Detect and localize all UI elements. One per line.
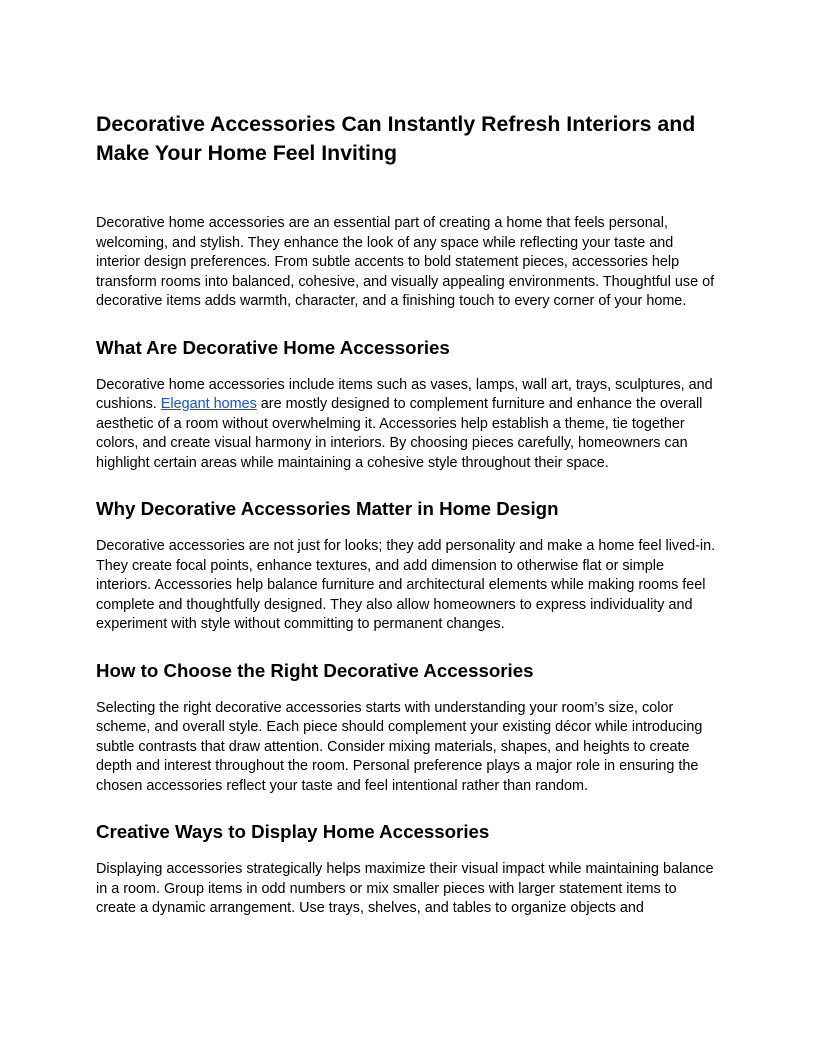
paragraph-text-before-link: Decorative home accessories include items such as vases, lamps, wall art, trays, sculptures, and cushions. xyxy=(96,376,713,412)
section-heading-why-matter: Why Decorative Accessories Matter in Home Design xyxy=(96,498,559,519)
section-heading-what-are: What Are Decorative Home Accessories xyxy=(96,336,450,358)
section-paragraph-creative-ways: Displaying accessories strategically helps maximize their visual impact while maintaining balance in a room. Group items in odd numbers or mix smaller pieces with larger statement items to create a dynamic arrangement. Use trays, shelves, and tables to organize objects and xyxy=(96,861,714,916)
paragraph-text-after-link: are mostly designed to complement furniture and enhance the overall aesthetic of a room without overwhelming it. Accessories help establish a theme, tie together colors, and create visual harmony in interiors. By choosing pieces carefully, homeowners can highlight certain areas while maintaining a cohesive style throughout their space. xyxy=(96,396,703,471)
section-paragraph-how-to-choose: Selecting the right decorative accessories starts with understanding your room’s size, color scheme, and overall style. Each piece should complement your existing décor while introducing subtle contrasts that draw attention. Consider mixing materials, shapes, and heights to create depth and interest throughout the room. Personal preference plays a major role in ensuring the chosen accessories reflect your taste and feel intentional rather than random. xyxy=(96,699,703,794)
section-paragraph-why-matter: Decorative accessories are not just for looks; they add personality and make a home feel lived-in. They create focal points, enhance textures, and add dimension to otherwise flat or simple interiors. Accessories help balance furniture and architectural elements while making rooms feel complete and thoughtfully designed. They also allow homeowners to express individuality and experiment with style without committing to permanent changes. xyxy=(96,538,716,632)
intro-paragraph: Decorative home accessories are an essential part of creating a home that feels personal, welcoming, and stylish. They enhance the look of any space while reflecting your taste and interior design preferences. From subtle accents to bold statement pieces, accessories help transform rooms into balanced, cohesive, and visually appealing environments. Thoughtful use of decorative items adds warmth, character, and a finishing touch to every corner of your home. xyxy=(96,215,715,309)
document-page xyxy=(96,110,720,943)
elegant-homes-link[interactable]: Elegant homes xyxy=(160,396,257,412)
section-heading-how-to-choose: How to Choose the Right Decorative Accessories xyxy=(96,659,534,681)
page-title: Decorative Accessories Can Instantly Refresh Interiors and Make Your Home Feel Inviting xyxy=(96,112,696,165)
section-paragraph-what-are xyxy=(96,376,720,474)
section-heading-creative-ways: Creative Ways to Display Home Accessories xyxy=(96,821,490,842)
